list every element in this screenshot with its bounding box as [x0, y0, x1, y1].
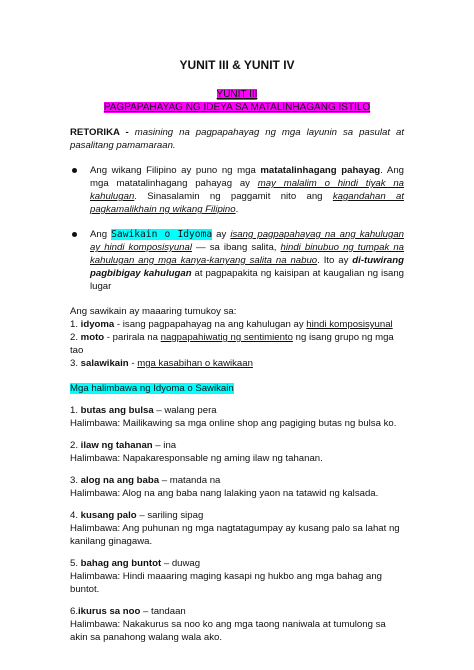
example-item: 1. butas ang bulsa – walang pera Halimbawa: Mailikawing sa mga online shop ang pagiging butas ng bulsa ko. — [70, 405, 397, 429]
bullet1-text: . Sinasalamin ng paggamit nito ang — [134, 191, 333, 202]
retorika-term: RETORIKA - — [70, 127, 129, 138]
unit-number: YUNIT III — [216, 89, 258, 100]
bullet-matalinhaga — [70, 164, 404, 216]
bullet1-underline: kagandahan at pagkamalikhain ng wikang Filipino — [90, 191, 404, 215]
bullet2-text: — sa ibang salita, — [191, 242, 281, 253]
bullet1-text: . — [235, 204, 239, 215]
example-item: 5. bahag ang buntot – duwag Halimbawa: Hindi maaaring maging kasapi ng hukbo ang mga bahag ang buntot. — [70, 558, 382, 595]
example-item: 2. ilaw ng tahanan – ina Halimbawa: Napakaresponsable ng aming ilaw ng tahanan. — [70, 440, 323, 464]
sawikain-highlight: Sawikain o Idyoma — [111, 229, 213, 240]
retorika-text: masining na pagpapahayag ng mga layunin sa pasulat at pasalitang pamamaraan. — [70, 127, 404, 151]
type-item: 3. salawikain - mga kasabihan o kawikaan — [70, 358, 253, 369]
bullet1-text: Ang wikang Filipino ay puno ng mga — [90, 165, 261, 176]
bullet2-text: . Ito ay — [317, 255, 353, 266]
bullet2-text: ay — [212, 229, 231, 240]
unit-heading — [70, 88, 404, 114]
bullet1-bold: matatalinhagang pahayag — [260, 165, 381, 176]
example-item: 6.ikurus sa noo – tandaan Halimbawa: Nakakurus sa noo ko ang mga taong naniwala at tumulong sa akin sa panahong walang wala ako. — [70, 606, 386, 643]
unit-topic: PAGPAPAHAYAG NG IDEYA SA MATALINHAGANG ISTILO — [103, 102, 371, 113]
type-item: 1. idyoma - isang pagpapahayag na ang kahulugan ay hindi komposisyunal — [70, 319, 393, 330]
bullet-sawikain — [70, 228, 404, 293]
examples-heading: Mga halimbawa ng Idyoma o Sawikain — [70, 383, 234, 394]
type-item: 2. moto - parirala na nagpapahiwatig ng sentimiento ng isang grupo ng mga tao — [70, 332, 394, 356]
bullet2-bold: di-tuwirang pagbibigay kahulugan — [90, 255, 404, 279]
page-title: YUNIT III & YUNIT IV — [179, 58, 295, 72]
bullet-dot-icon — [72, 232, 77, 237]
example-item: 4. kusang palo – sariling sipag Halimbawa: Ang puhunan ng mga nagtatagumpay ay kusang palo sa lahat ng kanilang ginagawa. — [70, 510, 400, 547]
bullet2-text: at pagpapakita ng kaisipan at kaugalian ng isang lugar — [90, 268, 404, 292]
bullet2-underline: hindi binubuo ng tumpak na kahulugan ang mga kanya-kanyang salita na nabuo — [90, 242, 404, 266]
bullet2-text: Ang — [90, 229, 112, 240]
sawikain-intro: Ang sawikain ay maaaring tumukoy sa: — [70, 306, 237, 317]
bullet1-text: . Ang mga matatalinhagang pahayag ay — [90, 165, 404, 189]
example-item: 3. alog na ang baba – matanda na Halimbawa: Alog na ang baba nang lalaking yaon na tatawid ng kalsada. — [70, 475, 379, 499]
bullet1-underline: may malalim o hindi tiyak na kahulugan — [90, 178, 404, 202]
bullet-dot-icon — [72, 168, 77, 173]
bullet2-underline: isang pagpapahayag na ang kahulugan ay hindi komposisyunal — [90, 229, 404, 253]
retorika-definition — [70, 126, 404, 152]
